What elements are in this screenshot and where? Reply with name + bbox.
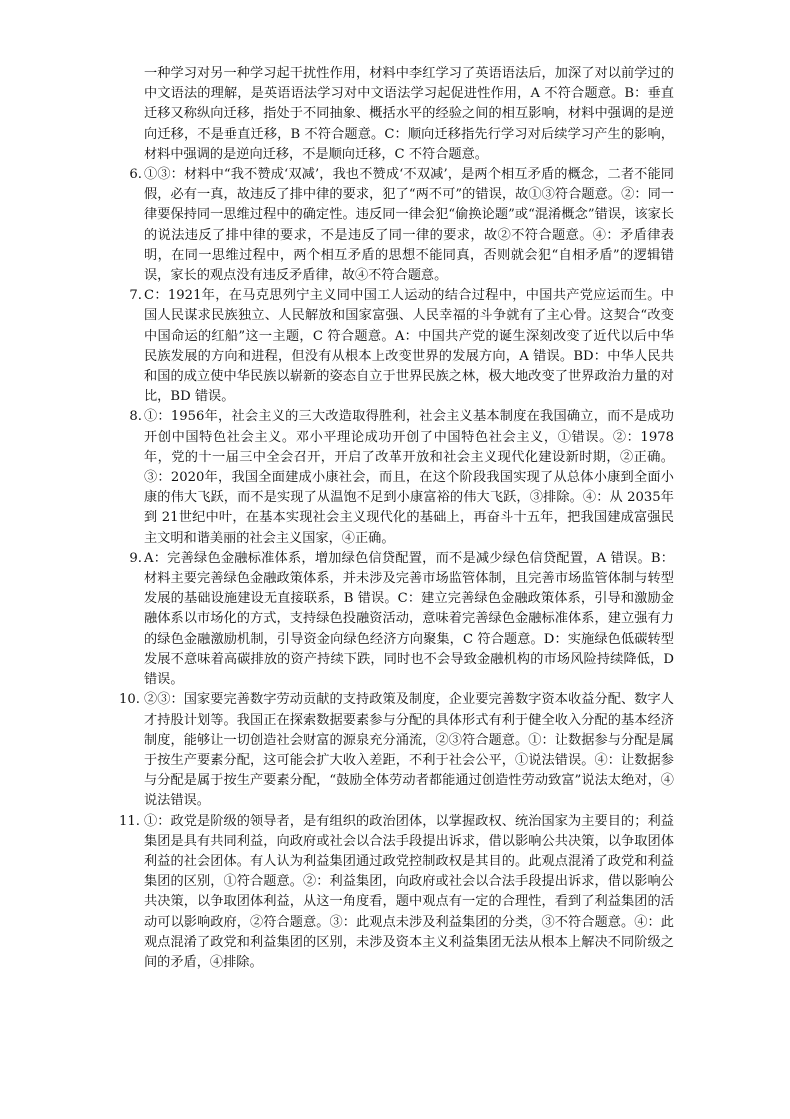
answer-item-7	[129, 286, 674, 407]
item-text: ①：1956年，社会主义的三大改造取得胜利，社会主义基本制度在我国确立，而不是成功开创中国特色社会主义。邓小平理论成功开创了中国特色社会主义，①错误。②：1978年，党的十一届三中全会召开，开启了改革开放和社会主义现代化建设新时期，②正确。③：2020年，我国全面建成小康社会，而且，在这个阶段我国实现了从总体小康到全面小康的伟大飞跃，而不是实现了从温饱不足到小康富裕的伟大飞跃，③排除。④：从 2035年到 21世纪中叶，在基本实现社会主义现代化的基础上，再奋斗十五年，把我国建成富强民主文明和谐美丽的社会主义国家，④正确。	[144, 409, 674, 546]
item-text: A：完善绿色金融标准体系，增加绿色信贷配置，而不是减少绿色信贷配置，A 错误。B：材料主要完善绿色金融政策体系，并未涉及完善市场监管体制，且完善市场监管体制与转型发展的基础设施建设无直接联系，B 错误。C：建立完善绿色金融政策体系，引导和激励金融体系以市场化的方式，支持绿色投融资活动，意味着完善绿色金融标准体系，建立强有力的绿色金融激励机制，引导资金向绿色经济方向聚集，C 符合题意。D：实施绿色低碳转型发展不意味着高碳排放的资产持续下跌，同时也不会导致金融机构的市场风险持续降低，D 错误。	[144, 550, 674, 688]
answer-item-10	[119, 690, 674, 811]
item-number: 6.	[129, 167, 142, 183]
answer-item-9	[129, 549, 674, 690]
item-text: ②③：国家要完善数字劳动贡献的支持政策及制度，企业要完善数字资本收益分配、数字人才持股计划等。我国正在探索数据要素参与分配的具体形式有利于健全收入分配的基本经济制度，能够让一切创造社会财富的源泉充分涌流，②③符合题意。①：让数据参与分配是属于按生产要素分配，这可能会扩大收入差距，不利于社会公平，①说法错误。④：让数据参与分配是属于按生产要素分配，“鼓励全体劳动者都能通过创造性劳动致富”说法太绝对，④说法错误。	[144, 692, 674, 809]
item-number: 11.	[119, 813, 140, 829]
item-number: 8.	[129, 409, 142, 425]
answer-item-8	[129, 407, 674, 548]
item-text: ①③：材料中“我不赞成‘双减’，我也不赞成‘不双减’，是两个相互矛盾的概念，二者不能同假，必有一真，故违反了排中律的要求，犯了“两不可”的错误，故①③符合题意。②：同一律要保持同一思维过程中的确定性。违反同一律会犯“偷换论题”或“混淆概念”错误，该家长的说法违反了排中律的要求，不是违反了同一律的要求，故②不符合题意。④：矛盾律表明，在同一思维过程中，两个相互矛盾的思想不能同真，否则就会犯“自相矛盾”的逻辑错误，家长的观点没有违反矛盾律，故④不符合题意。	[144, 167, 674, 284]
answer-item-6	[129, 165, 674, 286]
item-text: ①：政党是阶级的领导者，是有组织的政治团体，以掌握政权、统治国家为主要目的；利益集团是具有共同利益，向政府或社会以合法手段提出诉求，借以影响公共决策，以争取团体利益的社会团体。有人认为利益集团通过政党控制政权是其目的。此观点混淆了政党和利益集团的区别，①符合题意。②：利益集团，向政府或社会以合法手段提出诉求，借以影响公共决策，以争取团体利益，从这一角度看，题中观点有一定的合理性，看到了利益集团的活动可以影响政府，②符合题意。③：此观点未涉及利益集团的分类，③不符合题意。④：此观点混淆了政党和利益集团的区别，未涉及资本主义利益集团无法从根本上解决不同阶级之间的矛盾，④排除。	[144, 813, 674, 970]
item-number: 7.	[129, 288, 142, 304]
answer-page	[119, 64, 674, 973]
answer-item-11	[119, 812, 674, 974]
item-number: 10.	[119, 692, 140, 708]
item-number: 9.	[129, 550, 142, 566]
continuation-paragraph: 一种学习对另一种学习起干扰性作用，材料中李红学习了英语语法后，加深了对以前学过的中文语法的理解，是英语语法学习对中文语法学习起促进性作用，A 不符合题意。B：垂直迁移又称纵向迁移，指处于不同抽象、概括水平的经验之间的相互影响，材料中强调的是逆向迁移，不是垂直迁移，B 不符合题意。C：顺向迁移指先行学习对后续学习产生的影响，材料中强调的是逆向迁移，不是顺向迁移，C 不符合题意。	[144, 66, 674, 162]
item-text: C：1921年，在马克思列宁主义同中国工人运动的结合过程中，中国共产党应运而生。中国人民谋求民族独立、人民解放和国家富强、人民幸福的斗争就有了主心骨。这契合“改变中国命运的红船”这一主题，C 符合题意。A：中国共产党的诞生深刻改变了近代以后中华民族发展的方向和进程，但没有从根本上改变世界的发展方向，A 错误。BD：中华人民共和国的成立使中华民族以崭新的姿态自立于世界民族之林，极大地改变了世界政治力量的对比，BD 错误。	[144, 288, 674, 405]
